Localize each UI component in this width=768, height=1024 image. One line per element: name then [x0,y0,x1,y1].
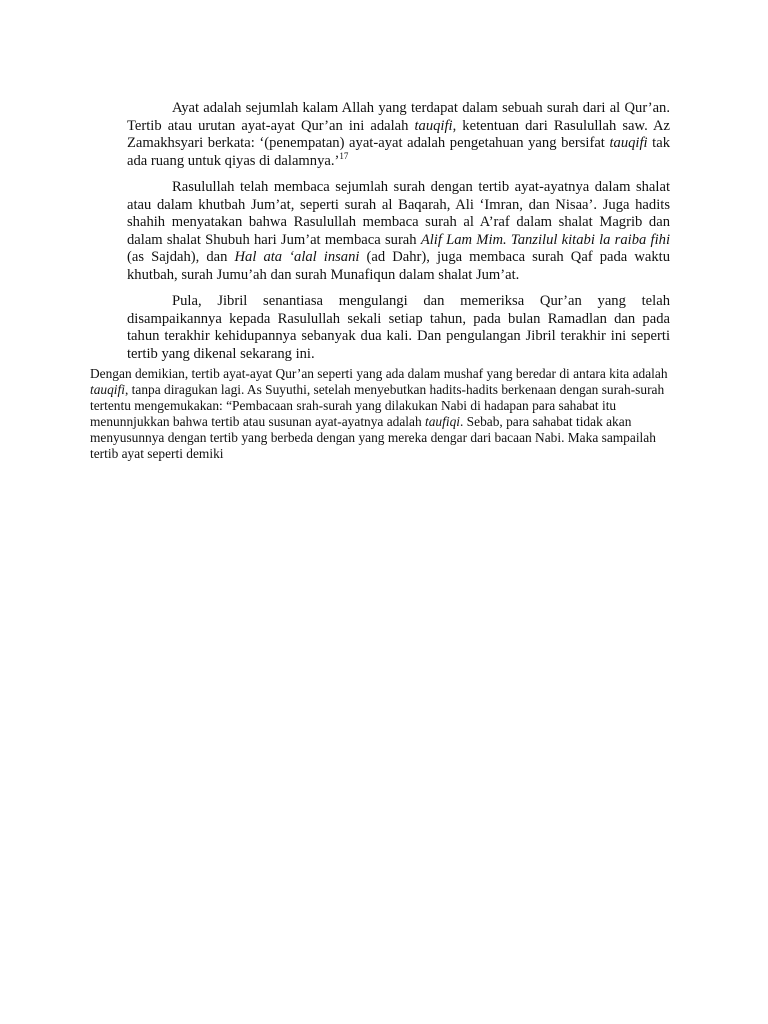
paragraph-conclusion [90,366,680,462]
italic-term: tauqifi [414,117,453,134]
paragraph-ayat-definition [127,100,670,170]
paragraph-jibril-review [127,293,670,363]
text-run: , tanpa diragukan lagi. As Suyuthi, setelah menyebutkan hadits-hadits berkenaan dengan surah-surah tertentu mengemukakan: “Pembacaan srah-surah yang dilakukan Nabi di hadapan para sahabat itu menunnjukkan bahwa tertib atau susunan ayat-ayatnya adalah [90,382,665,429]
italic-surah-name: Alif Lam Mim. Tanzilul kitabi la raiba fihi [420,231,670,248]
text-run: Rasulullah telah membaca sejumlah surah dengan tertib ayat-ayatnya dalam shalat atau dalam khutbah Jum’at, seperti surah al Baqarah, Ali ‘Imran, dan Nisaa’. Juga hadits shahih menyatakan bahwa Rasulullah membaca surah al A’raf dalam shalat Magrib dan dalam shalat Shubuh hari Jum’at membaca surah [127,179,670,248]
italic-term: tauqifi [90,382,125,397]
text-run: (as Sajdah), dan [127,249,235,265]
italic-surah-name: Hal ata ‘alal insani [234,249,360,265]
text-run: . Sebab, para sahabat tidak akan menyusunnya dengan tertib yang berbeda dengan yang mereka dengar dari bacaan Nabi. Maka sampailah tertib ayat seperti demiki [90,414,656,461]
italic-term: taufiqi [425,414,460,429]
paragraph-rasulullah-recitation [127,179,670,284]
text-run: (ad Dahr), juga membaca surah Qaf pada waktu khutbah, surah Jumu’ah dan surah Munafiqun dalam shalat Jum’at. [127,249,670,283]
text-run: tak ada ruang untuk qiyas di dalamnya.’ [127,135,671,169]
text-run: , ketentuan dari Rasulullah saw. Az Zamakhsyari berkata: ‘(penempatan) ayat-ayat adalah pengetahuan yang bersifat [127,117,670,151]
text-run: Pula, Jibril senantiasa mengulangi dan memeriksa Qur’an yang telah disampaikannya kepada Rasulullah sekali setiap tahun, pada bulan Ramadlan dan pada tahun terakhir kehidupannya sebanyak dua kali. Dan pengulangan Jibril terakhir ini seperti tertib yang dikenal sekarang ini. [127,293,670,362]
text-run: Ayat adalah sejumlah kalam Allah yang terdapat dalam sebuah surah dari al Qur’an. Tertib atau urutan ayat-ayat Qur’an ini adalah [127,100,670,134]
body-text [127,100,670,372]
italic-term: tauqifi [609,135,648,151]
note-text [90,366,680,462]
text-run: Dengan demikian, tertib ayat-ayat Qur’an seperti yang ada dalam mushaf yang beredar di antara kita adalah [90,366,668,381]
footnote-marker[interactable]: 17 [339,150,349,161]
